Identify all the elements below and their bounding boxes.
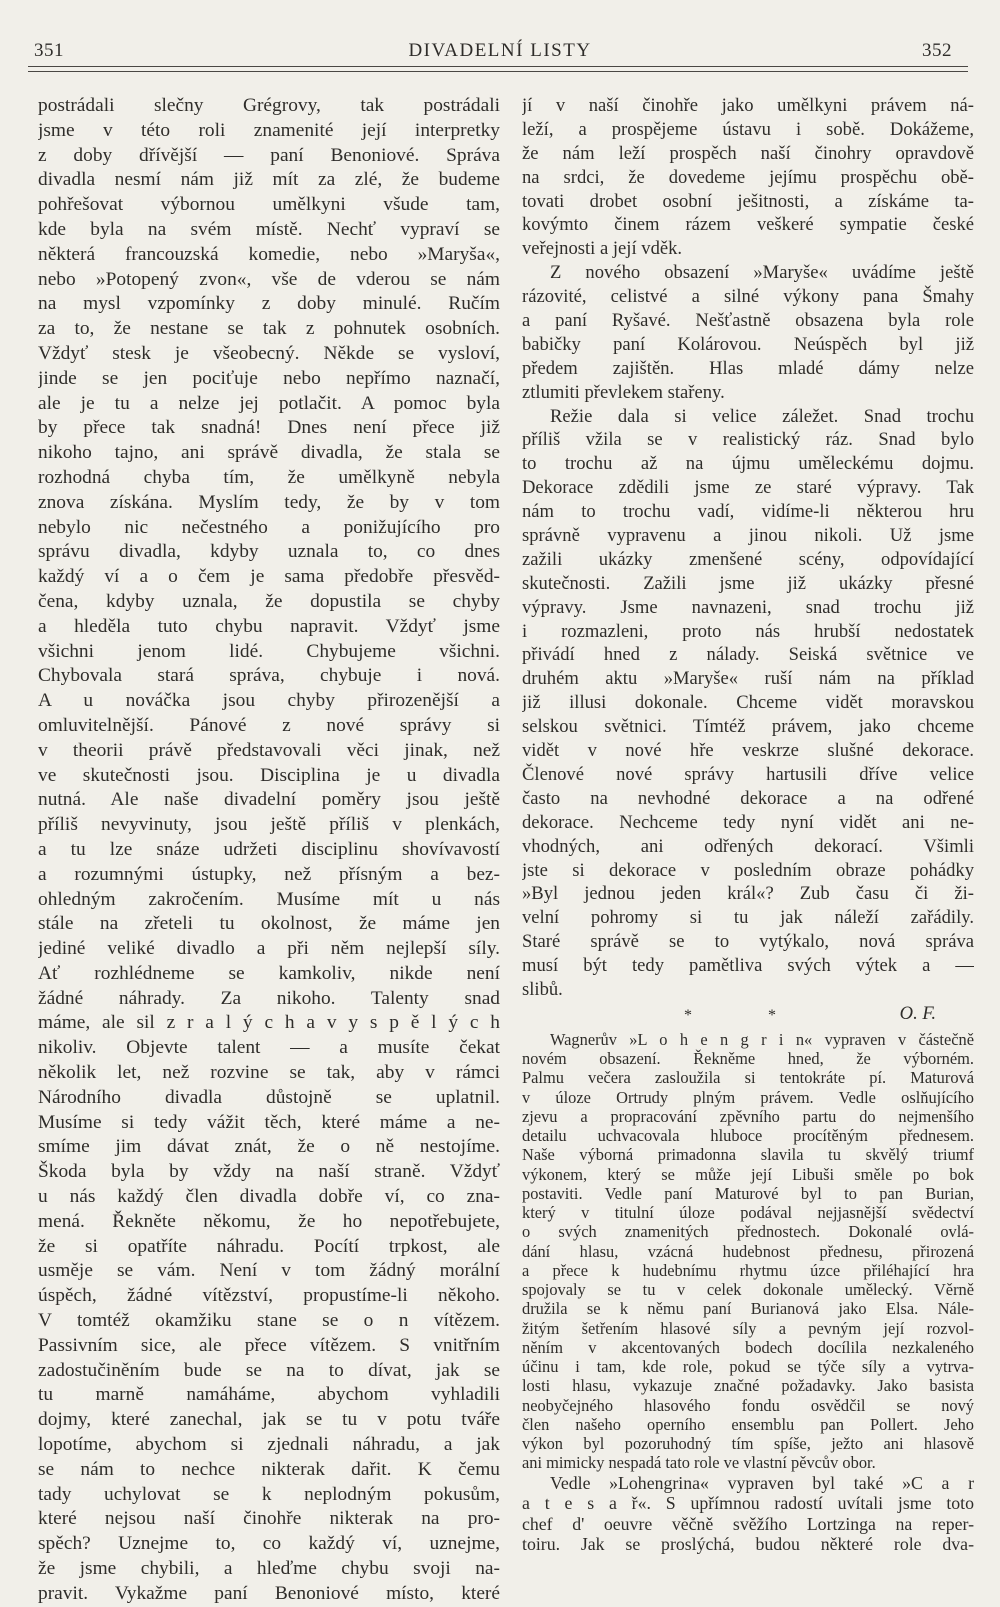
text-line: znova získána. Myslím tedy, že by v tom bbox=[38, 491, 500, 513]
text-line: Vedle »Lohengrina« vypraven byl také »C a r bbox=[550, 1472, 974, 1493]
text-line: stále na zřeteli tu okolnost, že máme jen bbox=[38, 913, 500, 935]
text-line: nikoho tajno, ani správě divadla, že stala se bbox=[38, 442, 500, 464]
header-rule-top bbox=[28, 66, 968, 67]
text-line: nám to trochu vadí, vidíme-li některou hru bbox=[522, 501, 974, 523]
text-line: divadla nesmí nám již mít za zlé, že budeme bbox=[38, 169, 500, 191]
text-line: předem zajištěn. Hlas mladé dámy nelze bbox=[522, 357, 974, 379]
text-line: ve skutečnosti jsou. Disciplina je u divadla bbox=[38, 764, 500, 786]
text-line: Staré správě se to vytýkalo, nová správa bbox=[522, 931, 974, 953]
text-line: člen našeho operního ensemblu pan Pollert. Jeho bbox=[522, 1414, 974, 1434]
text-line: jí v naší činohře jako umělkyni právem ná- bbox=[522, 95, 974, 116]
text-line: výpravy. Jsme navnazeni, snad trochu již bbox=[522, 596, 974, 618]
text-line: jediné veliké divadlo a při něm nejlepší síly. bbox=[38, 938, 500, 960]
text-line: čena, kdyby uznala, že dopustila se chyby bbox=[38, 590, 500, 612]
text-line: leží, a prospějeme ústavu i sobě. Dokážeme, bbox=[522, 118, 974, 140]
text-line: žitým šetřením hlasové síly a pevným její rozvol- bbox=[522, 1318, 974, 1338]
text-line: Vždyť stesk je všeobecný. Někde se vysloví, bbox=[38, 342, 500, 364]
text-line: chef d' oeuvre věčně svěžího Lortzinga na reper- bbox=[522, 1513, 974, 1534]
text-line: jsme v této roli znamenité její interpretky bbox=[38, 119, 500, 141]
text-line: a t e s a ř«. S upřímnou radostí uvítali jsme toto bbox=[522, 1493, 974, 1514]
text-line: spěch? Uznejme to, co každý ví, uznejme, bbox=[38, 1533, 500, 1555]
journal-title: DIVADELNÍ LISTY bbox=[408, 40, 592, 61]
text-line: skutečnosti. Zažili jsme již ukázky přesné bbox=[522, 572, 974, 594]
text-line: že jsme chybili, a hleďme chybu svoji na- bbox=[38, 1558, 500, 1580]
text-line: již illusi dokonale. Chceme vidět moravskou bbox=[522, 692, 974, 714]
text-line: pohřešovat výbornou umělkyni všude tam, bbox=[38, 194, 500, 216]
text-line: Ať rozhlédneme se kamkoliv, nikde není bbox=[38, 962, 500, 984]
text-line: které nejsou naší činohře nikterak na pro- bbox=[38, 1508, 500, 1530]
text-line: z doby dřívější — paní Benoniové. Správa bbox=[38, 144, 500, 166]
text-line: rozhodná chyba tím, že umělkyně nebyla bbox=[38, 466, 500, 488]
text-line: Wagnerův »L o h e n g r i n« vypraven v částečně bbox=[550, 1029, 974, 1049]
text-line: vhodných, ani odřených dekorací. Všimli bbox=[522, 835, 974, 857]
text-line: tu marně namáháme, abychom vyhladili bbox=[38, 1384, 500, 1406]
lohengrin-review bbox=[522, 1030, 974, 1473]
text-line: na mysl vzpomínky z doby minulé. Ručím bbox=[38, 293, 500, 315]
text-line: V tomtéž okamžiku stane se o n vítězem. bbox=[38, 1310, 500, 1332]
text-line: za to, že nestane se tak z pohnutek osobních. bbox=[38, 318, 500, 340]
text-line: Členové nové správy hartusili dříve velice bbox=[522, 763, 974, 785]
text-line: a rozumnými ústupky, než přísným a bez- bbox=[38, 863, 500, 885]
text-line: Režie dala si velice záležet. Snad trochu bbox=[550, 405, 974, 427]
text-line: zadostučiněním bude se na to dívat, jak se bbox=[38, 1359, 500, 1381]
text-line: něním v akcentovaných bodech docílila nezkaleného bbox=[522, 1337, 974, 1357]
text-line: ani mimicky nespadá tato role ve vlastní pěvcův obor. bbox=[522, 1453, 876, 1473]
text-line: postrádali slečny Grégrovy, tak postrádali bbox=[38, 95, 500, 116]
text-line: lopotíme, abychom si zjednali náhradu, a jak bbox=[38, 1434, 500, 1456]
text-line: ale je tu a nelze jej potlačit. A pomoc byla bbox=[38, 392, 500, 414]
text-line: neobyčejného hlasového fondu osvědčil se nový bbox=[522, 1395, 974, 1415]
text-line: přivádí hned z nálady. Seiská světnice ve bbox=[522, 644, 974, 666]
text-line: žádné náhrady. Za nikoho. Talenty snad bbox=[38, 987, 500, 1009]
text-line: Palmu večera zasloužila si tentokráte pí. Maturová bbox=[522, 1068, 974, 1088]
text-line: některá francouzská komedie, nebo »Maryša«, bbox=[38, 243, 500, 265]
text-line: druhém aktu »Maryše« ruší nám na příklad bbox=[522, 668, 974, 690]
text-line: Musíme si tedy vážit těch, které máme a ne- bbox=[38, 1111, 500, 1133]
text-line: jste si dekorace v posledním obraze pohádky bbox=[522, 859, 974, 881]
text-line: postaviti. Vedle paní Maturové byl to pan Burian, bbox=[522, 1183, 974, 1203]
text-line: se nám to nechce nikterak dařit. K čemu bbox=[38, 1458, 500, 1480]
text-line: který v titulní úloze podával nejjasnější svědectví bbox=[522, 1203, 974, 1223]
text-line: novém obsazení. Řekněme hned, že výborném. bbox=[522, 1049, 974, 1069]
text-line: toiru. Jak se proslýchá, budou některé role dva- bbox=[522, 1534, 974, 1555]
text-line: jinde se jen pociťuje nebo nepřímo naznačí, bbox=[38, 367, 500, 389]
text-line: losti hlasu, vykazuje značné požadavky. Jako basista bbox=[522, 1376, 974, 1396]
left-column bbox=[38, 94, 500, 1607]
text-line: nebo »Potopený zvon«, vše de vderou se nám bbox=[38, 268, 500, 290]
text-line: v theorii právě představovali věci jinak, než bbox=[38, 739, 500, 761]
text-line: vidět v nové hře veskrze slušné dekorace. bbox=[522, 740, 974, 762]
text-line: v úloze Ortrudy plným právem. Vedle oslňujícího bbox=[522, 1087, 974, 1107]
text-line: zažili ukázky zmenšené scény, odpovídající bbox=[522, 548, 974, 570]
text-line: i rozmazleni, proto nás hrubší nedostatek bbox=[522, 620, 974, 642]
text-line: že nám leží prospěch naší činohry opravdově bbox=[522, 142, 974, 164]
text-line: výkon byl pozoruhodný tím spíše, ježto ani hlasově bbox=[522, 1434, 974, 1454]
text-line: Dekorace zdědili jsme ze staré výpravy. Tak bbox=[522, 477, 974, 499]
text-line: všichni jenom lidé. Chybujeme všichni. bbox=[38, 640, 500, 662]
section-separator: * * bbox=[684, 1006, 812, 1024]
text-line: ztlumiti převlekem stařeny. bbox=[522, 381, 725, 403]
page-header bbox=[34, 34, 966, 64]
text-line: omluvitelnější. Pánové z nové správy si bbox=[38, 714, 500, 736]
text-line: dání hlasu, vzácná hudebnost přednesu, přirozená bbox=[522, 1241, 974, 1261]
text-line: Škoda byla by vždy na naší straně. Vždyť bbox=[38, 1161, 500, 1183]
text-line: rázovité, celistvé a silné výkony pana Šmahy bbox=[522, 286, 974, 308]
text-line: by přece tak snadná! Dnes není přece již bbox=[38, 417, 500, 439]
text-line: usměje se vám. Není v tom žádný morální bbox=[38, 1260, 500, 1282]
text-line: kovýmto činem rázem veškeré sympatie české bbox=[522, 214, 974, 236]
text-line: výkonem, který se může její Libuši směle po bok bbox=[522, 1164, 974, 1184]
text-line: a paní Ryšavé. Nešťastně obsazena byla role bbox=[522, 310, 974, 332]
text-line: tady uchylovat se k neplodným pokusům, bbox=[38, 1483, 500, 1505]
text-line: smíme jim dávat znát, že o ně nestojíme. bbox=[38, 1136, 500, 1158]
text-line: ohledným zakročením. Musíme mít u nás bbox=[38, 888, 500, 910]
text-line: to trochu až na újmu uměleckému dojmu. bbox=[522, 453, 974, 475]
text-line: a hleděla tuto chybu napravit. Vždyť jsme bbox=[38, 615, 500, 637]
text-line: Naše výborná primadonna slavila tu skvělý triumf bbox=[522, 1145, 974, 1165]
car-a-tesar-note bbox=[522, 1473, 974, 1555]
text-line: že si opatříte náhradu. Pocítí trpkost, ale bbox=[38, 1235, 500, 1257]
text-line: detailu uchvacovala hluboce procítěným přednesem. bbox=[522, 1126, 974, 1146]
text-line: A u nováčka jsou chyby přirozenější a bbox=[38, 690, 500, 712]
text-line: nutná. Ale naše divadelní poměry jsou ještě bbox=[38, 789, 500, 811]
text-line: pravit. Vykažme paní Benoniové místo, které bbox=[38, 1582, 500, 1604]
text-line: družila se k němu paní Burianová jako Elsa. Nále- bbox=[522, 1299, 974, 1319]
page-number-right: 352 bbox=[922, 40, 952, 61]
text-line: Chybovala stará správa, chybuje i nová. bbox=[38, 665, 500, 687]
text-line: nebylo nic nečestného a ponižujícího pro bbox=[38, 516, 500, 538]
text-line: musí být tedy pamětliva svých výtek a — bbox=[522, 955, 974, 977]
text-line: selskou světnici. Tímtéž právem, jako chceme bbox=[522, 716, 974, 738]
text-line: a tu lze snáze udržeti disciplinu shovívavostí bbox=[38, 838, 500, 860]
text-line: správu divadla, kdyby uznala to, co dnes bbox=[38, 541, 500, 563]
theatre-review-continuation bbox=[522, 94, 974, 1002]
text-line: příliš nevyvinuty, jsou ještě příliš v plenkách, bbox=[38, 814, 500, 836]
text-line: Národního divadla důstojně se uplatnil. bbox=[38, 1086, 500, 1108]
text-line: »Byl jednou jeden král«? Zub času či ži- bbox=[522, 883, 974, 905]
text-line: úspěch, žádné vítězství, propustíme-li někoho. bbox=[38, 1285, 500, 1307]
right-column bbox=[522, 94, 974, 1555]
text-line: Passivním sice, ale přece vítězem. S vnitřním bbox=[38, 1334, 500, 1356]
page-number-left: 351 bbox=[34, 40, 64, 61]
text-line: dekorace. Nechceme tedy nyní vidět ani ne- bbox=[522, 811, 974, 833]
text-line: u nás každý člen divadla dobře ví, co zna- bbox=[38, 1186, 500, 1208]
text-line: na srdci, že dovedeme jejímu prospěchu obě- bbox=[522, 166, 974, 188]
text-line: příliš vžila se v realistický ráz. Snad bylo bbox=[522, 429, 974, 451]
text-line: babičky paní Kolárovou. Neúspěch byl již bbox=[522, 333, 974, 355]
text-line: dojmy, které zanechal, jak se tu v potu tváře bbox=[38, 1409, 500, 1431]
text-line: spojovaly se tu v celek dokonale umělecký. Věrně bbox=[522, 1280, 974, 1300]
text-line: Z nového obsazení »Maryše« uvádíme ještě bbox=[550, 262, 974, 284]
text-line: tovati drobet osobní ješitnosti, a získáme ta- bbox=[522, 190, 974, 212]
text-line: každý ví a o čem je sama předobře přesvěd- bbox=[38, 566, 500, 588]
text-line: několik let, než rozvine se tak, aby v rámci bbox=[38, 1062, 500, 1084]
text-line: a přece k hudebnímu rhytmu úzce přiléhající hra bbox=[522, 1260, 974, 1280]
text-line: správně vypravenu a jinou nikoli. Už jsme bbox=[522, 525, 974, 547]
text-line: o svých znamenitých přednostech. Dokonalé ovlá- bbox=[522, 1222, 974, 1242]
text-line: mená. Řekněte někomu, že ho nepotřebujete, bbox=[38, 1210, 500, 1232]
text-line: účinu i tam, kde role, pokud se týče síly a vytrva- bbox=[522, 1357, 974, 1377]
text-line: veřejnosti a její vděk. bbox=[522, 238, 683, 260]
text-line: zjevu a propracování zpěvního partu do nejmenšího bbox=[522, 1106, 974, 1126]
text-line: slibů. bbox=[522, 978, 563, 1000]
text-line: velní pohromy si tu jak náleží zařádily. bbox=[522, 907, 974, 929]
header-rule-bottom bbox=[28, 71, 968, 72]
text-line: kde byla na svém místě. Nechť vypraví se bbox=[38, 218, 500, 240]
text-line: máme, ale sil z r a l ý c h a v y s p ě l ý c h bbox=[38, 1012, 500, 1034]
text-line: často na nevhodné dekorace a na odřené bbox=[522, 787, 974, 809]
article-signature: O. F. bbox=[899, 1002, 936, 1024]
text-line: nikoliv. Objevte talent — a musíte čekat bbox=[38, 1037, 500, 1059]
